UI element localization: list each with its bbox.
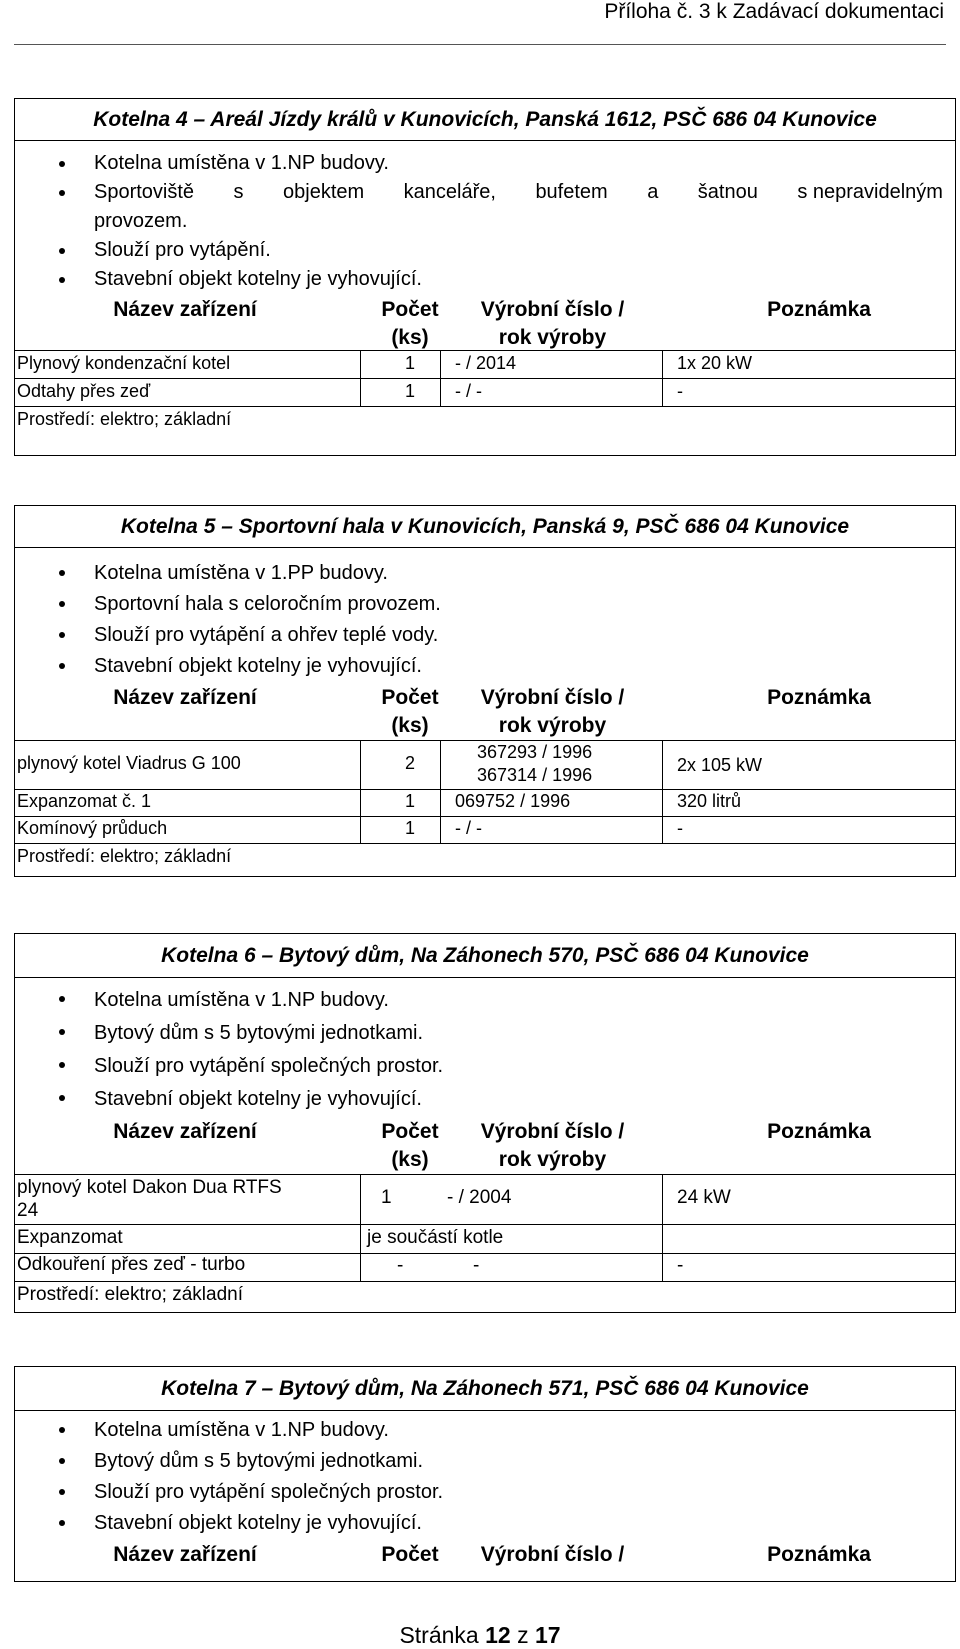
bullet-list: [15, 558, 955, 682]
equipment-table: [15, 1116, 955, 1309]
equipment-table: [15, 294, 955, 435]
header-serial: Výrobní číslo / rok výroby: [480, 298, 625, 349]
bullet-item: Bytový dům s 5 bytovými jednotkami.: [15, 1017, 955, 1050]
table-row: plynový kotel Viadrus G 100 2 367293 / 1996 367314 / 1996 2x 105 kW: [15, 740, 955, 789]
bullet-item: Slouží pro vytápění společných prostor.: [15, 1477, 955, 1508]
header-note: Poznámka: [767, 298, 871, 321]
table-row: Odtahy přes zeď 1 - / - -: [15, 378, 955, 406]
header-name: Název zařízení: [113, 686, 257, 709]
bullet-item: Bytový dům s 5 bytovými jednotkami.: [15, 1446, 955, 1477]
table-row-environment: Prostředí: elektro; základní: [15, 406, 955, 435]
header-note: Poznámka: [767, 1120, 871, 1143]
header-serial: Výrobní číslo / rok výroby: [480, 1120, 625, 1171]
bullet-item: Stavební objekt kotelny je vyhovující.: [15, 1083, 955, 1116]
table-row: Expanzomat je součástí kotle: [15, 1224, 955, 1253]
table-header-row: [15, 1116, 955, 1174]
equipment-table: [15, 682, 955, 872]
header-count: Počet: [381, 1543, 439, 1566]
bullet-item: Kotelna umístěna v 1.NP budovy.: [15, 1415, 955, 1446]
table-row: plynový kotel Dakon Dua RTFS 24 1 - / 2004 24 kW: [15, 1174, 955, 1224]
header-note: Poznámka: [767, 1543, 871, 1566]
bullet-item: Slouží pro vytápění.: [15, 236, 955, 265]
table-header-row: [15, 682, 955, 740]
header-count: Počet (ks): [381, 298, 439, 349]
equipment-table: [15, 1539, 955, 1579]
bullet-list: [15, 1415, 955, 1539]
header-name: Název zařízení: [113, 298, 257, 321]
table-header-row: [15, 1539, 955, 1579]
header-name: Název zařízení: [113, 1543, 257, 1566]
bullet-item: Stavební objekt kotelny je vyhovující.: [15, 265, 955, 294]
page-footer: Stránka 12 z 17: [399, 1622, 561, 1648]
bullet-item: Kotelna umístěna v 1.NP budovy.: [15, 149, 955, 178]
table-row: Odkouření přes zeď - turbo - - -: [15, 1253, 955, 1281]
boiler-room-section-5: [14, 505, 956, 877]
bullet-item: Slouží pro vytápění a ohřev teplé vody.: [15, 620, 955, 651]
bullet-item: Stavební objekt kotelny je vyhovující.: [15, 651, 955, 682]
table-row-environment: Prostředí: elektro; základní: [15, 1281, 955, 1309]
bullet-item: Kotelna umístěna v 1.PP budovy.: [15, 558, 955, 589]
total-page-count: 17: [534, 1622, 561, 1648]
page-header: Příloha č. 3 k Zadávací dokumentaci: [604, 0, 944, 23]
table-row: Komínový průduch 1 - / - -: [15, 816, 955, 843]
bullet-item: Kotelna umístěna v 1.NP budovy.: [15, 984, 955, 1017]
header-name: Název zařízení: [113, 1120, 257, 1143]
boiler-room-section-7: [14, 1366, 956, 1582]
bullet-list: [15, 149, 955, 294]
section-title: Kotelna 5 – Sportovní hala v Kunovicích, Panská 9, PSČ 686 04 Kunovice: [15, 506, 955, 548]
boiler-room-section-4: [14, 98, 956, 456]
table-row-environment: Prostředí: elektro; základní: [15, 843, 955, 872]
bullet-item: Slouží pro vytápění společných prostor.: [15, 1050, 955, 1083]
header-count: Počet (ks): [381, 686, 439, 737]
header-serial: Výrobní číslo / rok výroby: [480, 686, 625, 737]
bullet-list: [15, 984, 955, 1116]
bullet-item: Sportovní hala s celoročním provozem.: [15, 589, 955, 620]
section-title: Kotelna 4 – Areál Jízdy králů v Kunovicích, Panská 1612, PSČ 686 04 Kunovice: [15, 99, 955, 141]
bullet-item: Stavební objekt kotelny je vyhovující.: [15, 1508, 955, 1539]
boiler-room-section-6: [14, 933, 956, 1313]
bullet-item: Sportoviště s objektem kanceláře, bufetem a šatnou s nepravidelným provozem.: [15, 178, 955, 236]
header-count: Počet (ks): [381, 1120, 439, 1171]
header-note: Poznámka: [767, 686, 871, 709]
current-page-number: 12: [485, 1622, 511, 1648]
section-title: Kotelna 6 – Bytový dům, Na Záhonech 570, PSČ 686 04 Kunovice: [15, 934, 955, 978]
table-row: Plynový kondenzační kotel 1 - / 2014 1x 20 kW: [15, 350, 955, 378]
table-row: Expanzomat č. 1 1 069752 / 1996 320 litrů: [15, 789, 955, 816]
header-serial: Výrobní číslo /: [480, 1543, 625, 1566]
table-header-row: [15, 294, 955, 350]
section-title: Kotelna 7 – Bytový dům, Na Záhonech 571, PSČ 686 04 Kunovice: [15, 1367, 955, 1411]
header-rule: [14, 44, 946, 45]
